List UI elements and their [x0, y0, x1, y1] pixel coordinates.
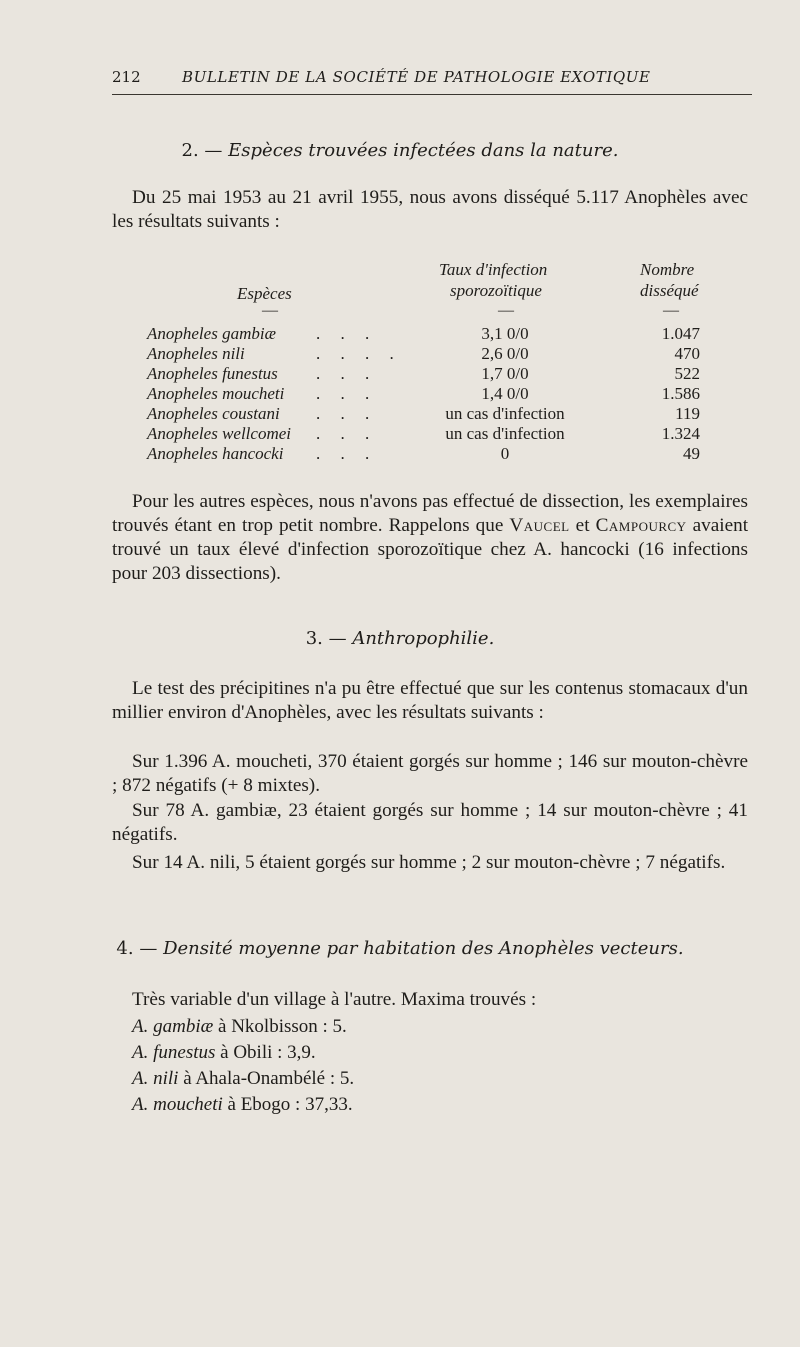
- closing-text-a: Pour les autres espèces, nous n'avons pas effectué de dissection, les exemplaires trouvés étant en trop petit nombre. Rappelons que: [112, 491, 748, 536]
- row-leader: . . .: [316, 404, 378, 423]
- density-value: à Obili : 3,9.: [220, 1042, 316, 1063]
- section-3-heading: [0, 628, 800, 649]
- page-number: 212: [112, 68, 141, 86]
- author-vaucel: Vaucel: [509, 515, 570, 536]
- density-value: à Nkolbisson : 5.: [218, 1016, 347, 1037]
- row-species: Anopheles hancocki: [147, 444, 284, 463]
- density-species: A. nili: [132, 1068, 179, 1089]
- row-count: 1.047: [661, 324, 700, 343]
- col-rate-line1: Taux d'infection: [439, 260, 548, 279]
- closing-text-b: avaient trouvé un taux élevé d'infection sporozoïtique chez A. hancocki (16 infections pour 203 dissections).: [112, 515, 749, 584]
- table-row: [0, 404, 800, 424]
- density-species: A. gambiæ: [132, 1016, 214, 1037]
- col-count-line1: Nombre: [640, 260, 695, 279]
- section-2-intro: Du 25 mai 1953 au 21 avril 1955, nous avons disséqué 5.117 Anophèles avec les résultats suivants :: [112, 187, 748, 232]
- row-count: 470: [674, 344, 700, 363]
- density-item: [132, 1094, 353, 1116]
- row-count: 49: [683, 444, 700, 463]
- row-leader: . . .: [316, 444, 378, 463]
- col-rate-dash: —: [498, 302, 514, 319]
- density-value: à Ahala-Onambélé : 5.: [183, 1068, 355, 1089]
- section-3-number: 3. —: [305, 628, 347, 649]
- table-row: [0, 384, 800, 404]
- row-species: Anopheles coustani: [147, 404, 280, 423]
- table-row: [0, 444, 800, 464]
- section-2-number: 2. —: [181, 140, 223, 161]
- row-rate: 2,6 0/0: [481, 344, 529, 363]
- row-species: Anopheles gambiæ: [147, 324, 276, 343]
- author-campourcy: Campourcy: [595, 515, 687, 536]
- header-rule: [112, 94, 752, 95]
- section-4-number: 4. —: [116, 938, 158, 959]
- density-item: [132, 1016, 347, 1038]
- row-rate: 0: [500, 444, 510, 463]
- section-3-para-1: Le test des précipitines n'a pu être effectué que sur les contenus stomacaux d'un millier environ d'Anophèles, avec les résultats suivants :: [112, 678, 748, 723]
- section-3-para-4: Sur 14 A. nili, 5 étaient gorgés sur homme ; 2 sur mouton-chèvre ; 7 négatifs.: [132, 852, 726, 873]
- col-rate-line2: sporozoïtique: [450, 281, 542, 300]
- row-leader: . . .: [316, 324, 378, 343]
- section-4-heading: [0, 938, 800, 959]
- col-species-dash: —: [262, 302, 278, 319]
- section-4-intro: Très variable d'un village à l'autre. Maxima trouvés :: [132, 989, 537, 1010]
- row-count: 1.586: [661, 384, 700, 403]
- row-species: Anopheles moucheti: [147, 384, 285, 403]
- journal-title: BULLETIN DE LA SOCIÉTÉ DE PATHOLOGIE EXOTIQUE: [182, 68, 651, 86]
- row-leader: . . .: [316, 424, 378, 443]
- row-rate: 1,4 0/0: [481, 384, 529, 403]
- row-leader: . . . .: [316, 344, 402, 363]
- table-row: [0, 344, 800, 364]
- row-rate: 1,7 0/0: [481, 364, 529, 383]
- row-rate: un cas d'infection: [445, 424, 565, 443]
- density-value: à Ebogo : 37,33.: [227, 1094, 353, 1115]
- col-count-dash: —: [663, 302, 679, 319]
- density-species: A. funestus: [132, 1042, 216, 1063]
- row-leader: . . .: [316, 384, 378, 403]
- col-species: Espèces: [237, 284, 292, 303]
- row-count: 1.324: [661, 424, 700, 443]
- row-rate: un cas d'infection: [445, 404, 565, 423]
- row-species: Anopheles wellcomei: [147, 424, 291, 443]
- row-rate: 3,1 0/0: [481, 324, 529, 343]
- section-2-heading: [0, 140, 800, 161]
- table-row: [0, 424, 800, 444]
- row-species: Anopheles nili: [147, 344, 245, 363]
- section-3-title: Anthropophilie.: [352, 628, 495, 649]
- closing-conj: et: [575, 515, 590, 536]
- table-row: [0, 324, 800, 344]
- section-2-closing: [112, 490, 748, 586]
- table-row: [0, 364, 800, 384]
- section-4-title: Densité moyenne par habitation des Anophèles vecteurs.: [163, 938, 684, 959]
- row-count: 119: [675, 404, 700, 423]
- density-item: [132, 1042, 316, 1064]
- density-species: A. moucheti: [132, 1094, 223, 1115]
- density-item: [132, 1068, 354, 1090]
- section-3-para-3: Sur 78 A. gambiæ, 23 étaient gorgés sur homme ; 14 sur mouton-chèvre ; 41 négatifs.: [112, 800, 748, 845]
- running-header: [112, 64, 752, 94]
- row-species: Anopheles funestus: [147, 364, 278, 383]
- section-3-para-2: Sur 1.396 A. moucheti, 370 étaient gorgés sur homme ; 146 sur mouton-chèvre ; 872 négatifs (+ 8 mixtes).: [112, 751, 748, 796]
- row-leader: . . .: [316, 364, 378, 383]
- section-2-title: Espèces trouvées infectées dans la nature.: [228, 140, 619, 161]
- row-count: 522: [674, 364, 700, 383]
- col-count-line2: disséqué: [640, 281, 699, 300]
